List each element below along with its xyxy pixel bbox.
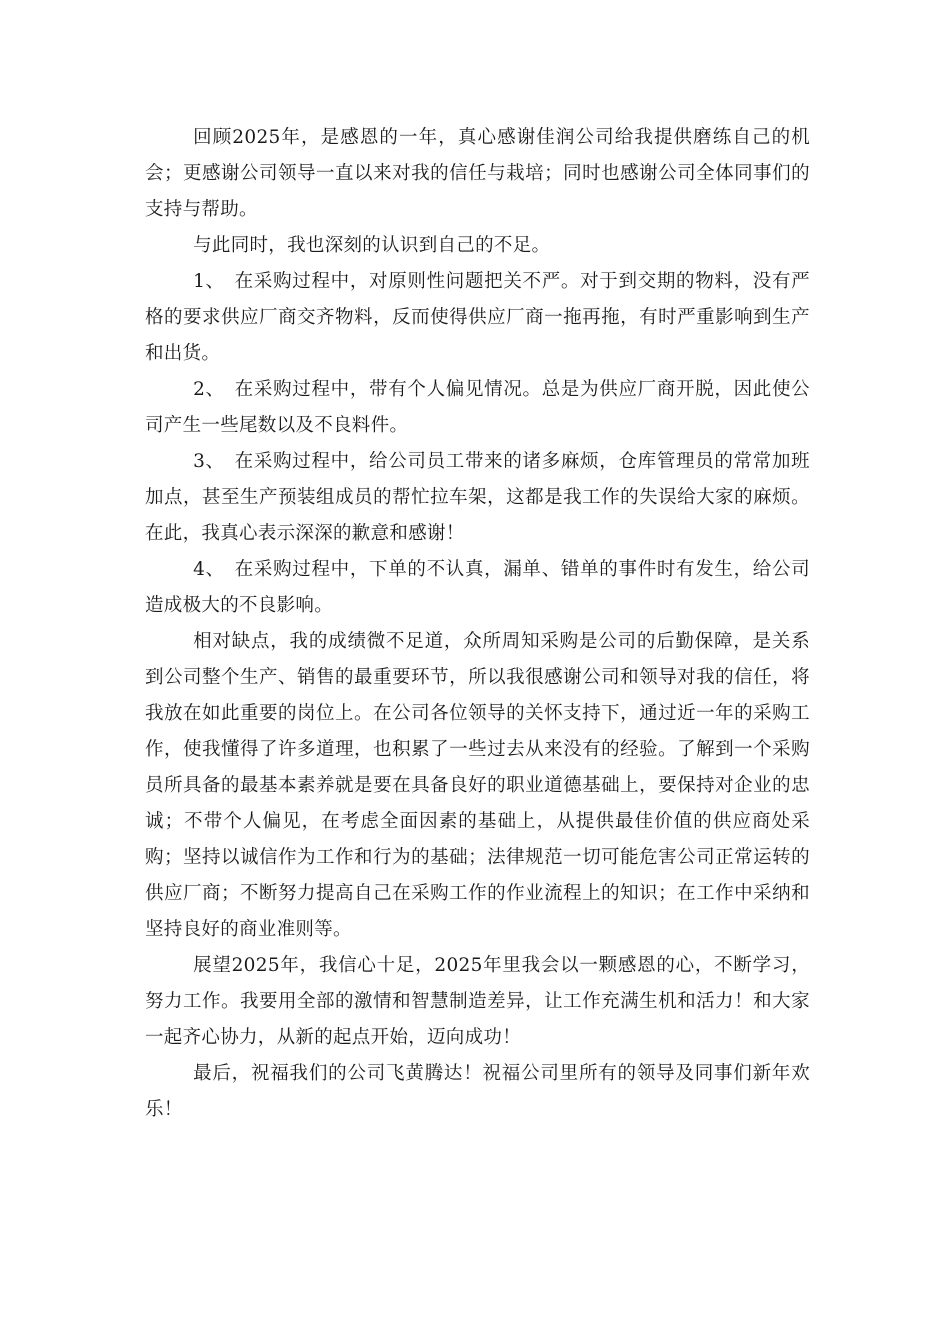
- paragraph-shortcomings-intro: 与此同时，我也深刻的认识到自己的不足。: [193, 235, 551, 256]
- document-body: [145, 120, 810, 1128]
- paragraph-shortcoming-4: 4、 在采购过程中，下单的不认真，漏单、错单的事件时有发生，给公司造成极大的不良影响。: [145, 559, 810, 616]
- paragraph-shortcoming-3: 3、 在采购过程中，给公司员工带来的诸多麻烦，仓库管理员的常常加班加点，甚至生产预装组成员的帮忙拉车架，这都是我工作的失误给大家的麻烦。在此，我真心表示深深的歉意和感谢！: [145, 451, 810, 544]
- paragraph-outlook: 展望2025年，我信心十足，2025年里我会以一颗感恩的心，不断学习，努力工作。我要用全部的激情和智慧制造差异，让工作充满生机和活力！和大家一起齐心协力，从新的起点开始，迈向成功！: [145, 955, 810, 1048]
- paragraph-gratitude: 回顾2025年，是感恩的一年，真心感谢佳润公司给我提供磨练自己的机会；更感谢公司领导一直以来对我的信任与栽培；同时也感谢公司全体同事们的支持与帮助。: [145, 127, 810, 220]
- paragraph-closing: 最后，祝福我们的公司飞黄腾达！祝福公司里所有的领导及同事们新年欢乐！: [145, 1063, 810, 1120]
- paragraph-shortcoming-2: 2、 在采购过程中，带有个人偏见情况。总是为供应厂商开脱，因此使公司产生一些尾数以及不良料件。: [145, 379, 810, 436]
- paragraph-shortcoming-1: 1、 在采购过程中，对原则性问题把关不严。对于到交期的物料，没有严格的要求供应厂商交齐物料，反而使得供应厂商一拖再拖，有时严重影响到生产和出货。: [145, 271, 810, 364]
- paragraph-achievements: 相对缺点，我的成绩微不足道，众所周知采购是公司的后勤保障，是关系到公司整个生产、销售的最重要环节，所以我很感谢公司和领导对我的信任，将我放在如此重要的岗位上。在公司各位领导的关怀支持下，通过近一年的采购工作，使我懂得了许多道理，也积累了一些过去从来没有的经验。了解到一个采购员所具备的最基本素养就是要在具备良好的职业道德基础上，要保持对企业的忠诚；不带个人偏见，在考虑全面因素的基础上，从提供最佳价值的供应商处采购；坚持以诚信作为工作和行为的基础；法律规范一切可能危害公司正常运转的供应厂商；不断努力提高自己在采购工作的作业流程上的知识；在工作中采纳和坚持良好的商业准则等。: [145, 631, 810, 940]
